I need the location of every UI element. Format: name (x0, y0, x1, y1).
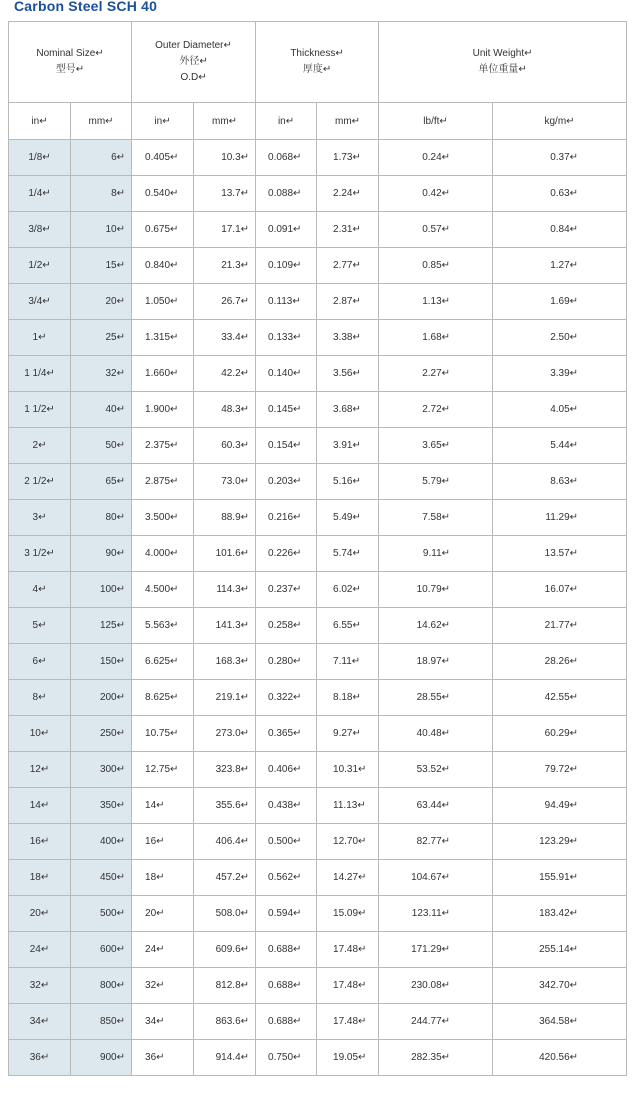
cell-od-mm: 508.0↵ (194, 896, 256, 932)
cell-nominal-mm: 32↵ (71, 356, 132, 392)
cell-thickness-in: 0.438↵ (256, 788, 317, 824)
cell-weight-kgm: 1.69↵ (493, 284, 627, 320)
cell-thickness-mm: 3.56↵ (317, 356, 379, 392)
header-row (9, 22, 627, 103)
cell-od-mm: 88.9↵ (194, 500, 256, 536)
cell-thickness-mm: 3.68↵ (317, 392, 379, 428)
cell-nominal-in: 8↵ (9, 680, 71, 716)
cell-od-mm: 21.3↵ (194, 248, 256, 284)
page-title: Carbon Steel SCH 40 (14, 0, 158, 14)
header-thickness (256, 22, 379, 103)
cell-thickness-mm: 14.27↵ (317, 860, 379, 896)
cell-thickness-mm: 2.87↵ (317, 284, 379, 320)
cell-od-mm: 273.0↵ (194, 716, 256, 752)
unit-cell: mm↵ (71, 103, 132, 140)
cell-weight-lbft: 0.57↵ (379, 212, 493, 248)
cell-od-in: 5.563↵ (132, 608, 194, 644)
header-thickness-en: Thickness↵ (290, 48, 344, 59)
cell-weight-kgm: 364.58↵ (493, 1004, 627, 1040)
cell-thickness-mm: 5.49↵ (317, 500, 379, 536)
cell-thickness-mm: 17.48↵ (317, 1004, 379, 1040)
cell-nominal-in: 34↵ (9, 1004, 71, 1040)
cell-od-mm: 219.1↵ (194, 680, 256, 716)
cell-nominal-mm: 8↵ (71, 176, 132, 212)
cell-od-in: 0.405↵ (132, 140, 194, 176)
cell-thickness-mm: 15.09↵ (317, 896, 379, 932)
unit-cell: lb/ft↵ (379, 103, 493, 140)
cell-od-mm: 101.6↵ (194, 536, 256, 572)
table-row (9, 788, 627, 824)
cell-weight-kgm: 420.56↵ (493, 1040, 627, 1076)
cell-nominal-mm: 25↵ (71, 320, 132, 356)
cell-od-mm: 323.8↵ (194, 752, 256, 788)
cell-weight-kgm: 155.91↵ (493, 860, 627, 896)
cell-weight-kgm: 2.50↵ (493, 320, 627, 356)
table-row (9, 968, 627, 1004)
cell-weight-kgm: 5.44↵ (493, 428, 627, 464)
table-row (9, 536, 627, 572)
cell-weight-lbft: 7.58↵ (379, 500, 493, 536)
cell-od-mm: 355.6↵ (194, 788, 256, 824)
cell-thickness-mm: 12.70↵ (317, 824, 379, 860)
cell-thickness-in: 0.322↵ (256, 680, 317, 716)
cell-od-mm: 13.7↵ (194, 176, 256, 212)
cell-weight-lbft: 104.67↵ (379, 860, 493, 896)
cell-thickness-mm: 3.91↵ (317, 428, 379, 464)
unit-cell: in↵ (132, 103, 194, 140)
cell-thickness-in: 0.500↵ (256, 824, 317, 860)
cell-thickness-mm: 9.27↵ (317, 716, 379, 752)
cell-od-in: 34↵ (132, 1004, 194, 1040)
cell-thickness-in: 0.088↵ (256, 176, 317, 212)
cell-nominal-in: 18↵ (9, 860, 71, 896)
cell-od-mm: 48.3↵ (194, 392, 256, 428)
table-row (9, 500, 627, 536)
cell-thickness-mm: 10.31↵ (317, 752, 379, 788)
cell-weight-kgm: 13.57↵ (493, 536, 627, 572)
cell-nominal-mm: 350↵ (71, 788, 132, 824)
cell-weight-kgm: 11.29↵ (493, 500, 627, 536)
header-unit-weight-cn: 单位重量↵ (478, 64, 527, 75)
cell-weight-kgm: 79.72↵ (493, 752, 627, 788)
cell-od-mm: 406.4↵ (194, 824, 256, 860)
cell-weight-lbft: 244.77↵ (379, 1004, 493, 1040)
unit-cell: mm↵ (317, 103, 379, 140)
unit-row (9, 103, 627, 140)
cell-nominal-in: 1 1/2↵ (9, 392, 71, 428)
unit-cell: in↵ (256, 103, 317, 140)
cell-nominal-mm: 800↵ (71, 968, 132, 1004)
cell-od-mm: 812.8↵ (194, 968, 256, 1004)
cell-weight-kgm: 4.05↵ (493, 392, 627, 428)
cell-nominal-in: 3 1/2↵ (9, 536, 71, 572)
cell-thickness-in: 0.688↵ (256, 932, 317, 968)
cell-nominal-mm: 150↵ (71, 644, 132, 680)
cell-weight-lbft: 5.79↵ (379, 464, 493, 500)
cell-od-in: 3.500↵ (132, 500, 194, 536)
cell-weight-kgm: 28.26↵ (493, 644, 627, 680)
cell-od-in: 4.000↵ (132, 536, 194, 572)
cell-weight-lbft: 10.79↵ (379, 572, 493, 608)
table-row (9, 608, 627, 644)
cell-od-mm: 168.3↵ (194, 644, 256, 680)
cell-nominal-in: 3↵ (9, 500, 71, 536)
cell-nominal-mm: 600↵ (71, 932, 132, 968)
cell-thickness-in: 0.406↵ (256, 752, 317, 788)
cell-thickness-in: 0.091↵ (256, 212, 317, 248)
cell-nominal-mm: 65↵ (71, 464, 132, 500)
cell-nominal-in: 1/4↵ (9, 176, 71, 212)
cell-nominal-mm: 20↵ (71, 284, 132, 320)
cell-od-in: 20↵ (132, 896, 194, 932)
cell-thickness-mm: 6.55↵ (317, 608, 379, 644)
cell-nominal-in: 10↵ (9, 716, 71, 752)
cell-thickness-mm: 8.18↵ (317, 680, 379, 716)
cell-thickness-in: 0.594↵ (256, 896, 317, 932)
table-row (9, 248, 627, 284)
header-thickness-cn: 厚度↵ (302, 64, 332, 75)
cell-nominal-in: 2↵ (9, 428, 71, 464)
cell-weight-lbft: 82.77↵ (379, 824, 493, 860)
cell-nominal-mm: 250↵ (71, 716, 132, 752)
cell-od-mm: 141.3↵ (194, 608, 256, 644)
cell-thickness-in: 0.562↵ (256, 860, 317, 896)
table-row (9, 824, 627, 860)
cell-od-mm: 114.3↵ (194, 572, 256, 608)
cell-weight-lbft: 1.68↵ (379, 320, 493, 356)
table-row (9, 1040, 627, 1076)
cell-thickness-in: 0.258↵ (256, 608, 317, 644)
table-row (9, 644, 627, 680)
cell-nominal-mm: 90↵ (71, 536, 132, 572)
cell-thickness-mm: 2.24↵ (317, 176, 379, 212)
cell-thickness-in: 0.113↵ (256, 284, 317, 320)
spec-table (8, 21, 627, 1076)
cell-weight-lbft: 0.85↵ (379, 248, 493, 284)
table-row (9, 752, 627, 788)
cell-thickness-in: 0.140↵ (256, 356, 317, 392)
table-row (9, 572, 627, 608)
cell-weight-lbft: 2.72↵ (379, 392, 493, 428)
cell-weight-kgm: 3.39↵ (493, 356, 627, 392)
table-body (9, 22, 627, 1076)
table-row (9, 320, 627, 356)
cell-nominal-in: 5↵ (9, 608, 71, 644)
header-nominal-size-en: Nominal Size↵ (36, 48, 104, 59)
cell-thickness-mm: 5.74↵ (317, 536, 379, 572)
cell-thickness-in: 0.109↵ (256, 248, 317, 284)
cell-thickness-in: 0.203↵ (256, 464, 317, 500)
table-row (9, 284, 627, 320)
table-row (9, 1004, 627, 1040)
cell-od-mm: 457.2↵ (194, 860, 256, 896)
cell-weight-lbft: 230.08↵ (379, 968, 493, 1004)
cell-thickness-in: 0.688↵ (256, 1004, 317, 1040)
table-row (9, 932, 627, 968)
table-row (9, 896, 627, 932)
cell-od-mm: 10.3↵ (194, 140, 256, 176)
cell-weight-lbft: 171.29↵ (379, 932, 493, 968)
cell-thickness-mm: 17.48↵ (317, 968, 379, 1004)
cell-weight-lbft: 53.52↵ (379, 752, 493, 788)
cell-weight-lbft: 40.48↵ (379, 716, 493, 752)
cell-od-in: 1.660↵ (132, 356, 194, 392)
cell-nominal-in: 36↵ (9, 1040, 71, 1076)
table-row (9, 176, 627, 212)
cell-od-mm: 609.6↵ (194, 932, 256, 968)
cell-od-in: 4.500↵ (132, 572, 194, 608)
cell-od-in: 6.625↵ (132, 644, 194, 680)
cell-thickness-in: 0.145↵ (256, 392, 317, 428)
cell-od-mm: 60.3↵ (194, 428, 256, 464)
cell-weight-kgm: 16.07↵ (493, 572, 627, 608)
cell-od-in: 12.75↵ (132, 752, 194, 788)
cell-thickness-in: 0.133↵ (256, 320, 317, 356)
header-unit-weight-en: Unit Weight↵ (472, 48, 533, 59)
cell-weight-kgm: 342.70↵ (493, 968, 627, 1004)
cell-nominal-mm: 80↵ (71, 500, 132, 536)
cell-od-in: 0.840↵ (132, 248, 194, 284)
cell-thickness-in: 0.280↵ (256, 644, 317, 680)
cell-nominal-mm: 500↵ (71, 896, 132, 932)
cell-nominal-mm: 100↵ (71, 572, 132, 608)
header-nominal-size (9, 22, 132, 103)
cell-nominal-mm: 900↵ (71, 1040, 132, 1076)
cell-weight-kgm: 0.84↵ (493, 212, 627, 248)
table-row (9, 716, 627, 752)
cell-weight-kgm: 60.29↵ (493, 716, 627, 752)
cell-nominal-in: 16↵ (9, 824, 71, 860)
cell-thickness-in: 0.068↵ (256, 140, 317, 176)
table-row (9, 140, 627, 176)
cell-od-in: 16↵ (132, 824, 194, 860)
cell-od-in: 1.315↵ (132, 320, 194, 356)
cell-od-in: 32↵ (132, 968, 194, 1004)
table-row (9, 860, 627, 896)
cell-nominal-in: 2 1/2↵ (9, 464, 71, 500)
cell-thickness-in: 0.226↵ (256, 536, 317, 572)
cell-nominal-in: 12↵ (9, 752, 71, 788)
cell-nominal-mm: 50↵ (71, 428, 132, 464)
cell-thickness-in: 0.750↵ (256, 1040, 317, 1076)
cell-thickness-mm: 3.38↵ (317, 320, 379, 356)
cell-weight-lbft: 63.44↵ (379, 788, 493, 824)
cell-nominal-in: 1 1/4↵ (9, 356, 71, 392)
table-row (9, 392, 627, 428)
table-row (9, 428, 627, 464)
table-row (9, 680, 627, 716)
cell-thickness-mm: 19.05↵ (317, 1040, 379, 1076)
cell-weight-kgm: 8.63↵ (493, 464, 627, 500)
cell-weight-lbft: 0.24↵ (379, 140, 493, 176)
cell-weight-kgm: 0.37↵ (493, 140, 627, 176)
cell-weight-lbft: 1.13↵ (379, 284, 493, 320)
cell-weight-lbft: 123.11↵ (379, 896, 493, 932)
cell-nominal-mm: 850↵ (71, 1004, 132, 1040)
unit-cell: kg/m↵ (493, 103, 627, 140)
cell-thickness-mm: 5.16↵ (317, 464, 379, 500)
cell-od-mm: 17.1↵ (194, 212, 256, 248)
cell-thickness-mm: 2.31↵ (317, 212, 379, 248)
cell-weight-kgm: 1.27↵ (493, 248, 627, 284)
cell-od-in: 0.675↵ (132, 212, 194, 248)
cell-thickness-in: 0.365↵ (256, 716, 317, 752)
cell-nominal-mm: 300↵ (71, 752, 132, 788)
cell-nominal-in: 1↵ (9, 320, 71, 356)
cell-od-in: 0.540↵ (132, 176, 194, 212)
cell-thickness-mm: 2.77↵ (317, 248, 379, 284)
cell-od-in: 1.900↵ (132, 392, 194, 428)
table-row (9, 212, 627, 248)
cell-od-mm: 914.4↵ (194, 1040, 256, 1076)
cell-od-mm: 863.6↵ (194, 1004, 256, 1040)
cell-nominal-in: 4↵ (9, 572, 71, 608)
cell-od-in: 24↵ (132, 932, 194, 968)
cell-weight-lbft: 28.55↵ (379, 680, 493, 716)
cell-weight-kgm: 42.55↵ (493, 680, 627, 716)
cell-nominal-mm: 400↵ (71, 824, 132, 860)
cell-weight-lbft: 14.62↵ (379, 608, 493, 644)
header-outer-diameter-abbr: O.D↵ (180, 72, 207, 83)
cell-od-mm: 73.0↵ (194, 464, 256, 500)
cell-nominal-mm: 450↵ (71, 860, 132, 896)
cell-weight-kgm: 183.42↵ (493, 896, 627, 932)
unit-cell: mm↵ (194, 103, 256, 140)
cell-nominal-in: 24↵ (9, 932, 71, 968)
cell-od-in: 8.625↵ (132, 680, 194, 716)
cell-weight-lbft: 3.65↵ (379, 428, 493, 464)
cell-nominal-in: 3/4↵ (9, 284, 71, 320)
cell-od-in: 1.050↵ (132, 284, 194, 320)
cell-weight-kgm: 0.63↵ (493, 176, 627, 212)
cell-nominal-in: 1/2↵ (9, 248, 71, 284)
cell-weight-kgm: 94.49↵ (493, 788, 627, 824)
header-outer-diameter-en: Outer Diameter↵ (155, 40, 232, 51)
cell-nominal-in: 1/8↵ (9, 140, 71, 176)
cell-nominal-in: 20↵ (9, 896, 71, 932)
cell-weight-lbft: 0.42↵ (379, 176, 493, 212)
header-nominal-size-cn: 型号↵ (55, 64, 85, 75)
cell-od-in: 18↵ (132, 860, 194, 896)
cell-nominal-in: 14↵ (9, 788, 71, 824)
cell-weight-lbft: 18.97↵ (379, 644, 493, 680)
cell-nominal-mm: 10↵ (71, 212, 132, 248)
cell-od-in: 14↵ (132, 788, 194, 824)
cell-weight-lbft: 2.27↵ (379, 356, 493, 392)
cell-thickness-in: 0.688↵ (256, 968, 317, 1004)
table-row (9, 464, 627, 500)
cell-nominal-mm: 125↵ (71, 608, 132, 644)
cell-nominal-mm: 6↵ (71, 140, 132, 176)
cell-thickness-mm: 7.11↵ (317, 644, 379, 680)
cell-thickness-mm: 11.13↵ (317, 788, 379, 824)
cell-thickness-mm: 17.48↵ (317, 932, 379, 968)
cell-thickness-in: 0.237↵ (256, 572, 317, 608)
cell-weight-kgm: 21.77↵ (493, 608, 627, 644)
cell-nominal-mm: 40↵ (71, 392, 132, 428)
cell-weight-lbft: 9.11↵ (379, 536, 493, 572)
cell-od-in: 2.875↵ (132, 464, 194, 500)
cell-thickness-in: 0.216↵ (256, 500, 317, 536)
cell-nominal-in: 3/8↵ (9, 212, 71, 248)
cell-od-in: 10.75↵ (132, 716, 194, 752)
header-outer-diameter (132, 22, 256, 103)
cell-weight-kgm: 255.14↵ (493, 932, 627, 968)
unit-cell: in↵ (9, 103, 71, 140)
cell-weight-lbft: 282.35↵ (379, 1040, 493, 1076)
cell-thickness-mm: 1.73↵ (317, 140, 379, 176)
cell-od-in: 36↵ (132, 1040, 194, 1076)
cell-thickness-in: 0.154↵ (256, 428, 317, 464)
cell-weight-kgm: 123.29↵ (493, 824, 627, 860)
cell-nominal-in: 6↵ (9, 644, 71, 680)
cell-nominal-in: 32↵ (9, 968, 71, 1004)
cell-thickness-mm: 6.02↵ (317, 572, 379, 608)
cell-od-mm: 42.2↵ (194, 356, 256, 392)
cell-nominal-mm: 200↵ (71, 680, 132, 716)
cell-od-mm: 26.7↵ (194, 284, 256, 320)
header-unit-weight (379, 22, 627, 103)
table-row (9, 356, 627, 392)
header-outer-diameter-cn: 外径↵ (179, 56, 208, 67)
cell-od-in: 2.375↵ (132, 428, 194, 464)
cell-od-mm: 33.4↵ (194, 320, 256, 356)
cell-nominal-mm: 15↵ (71, 248, 132, 284)
